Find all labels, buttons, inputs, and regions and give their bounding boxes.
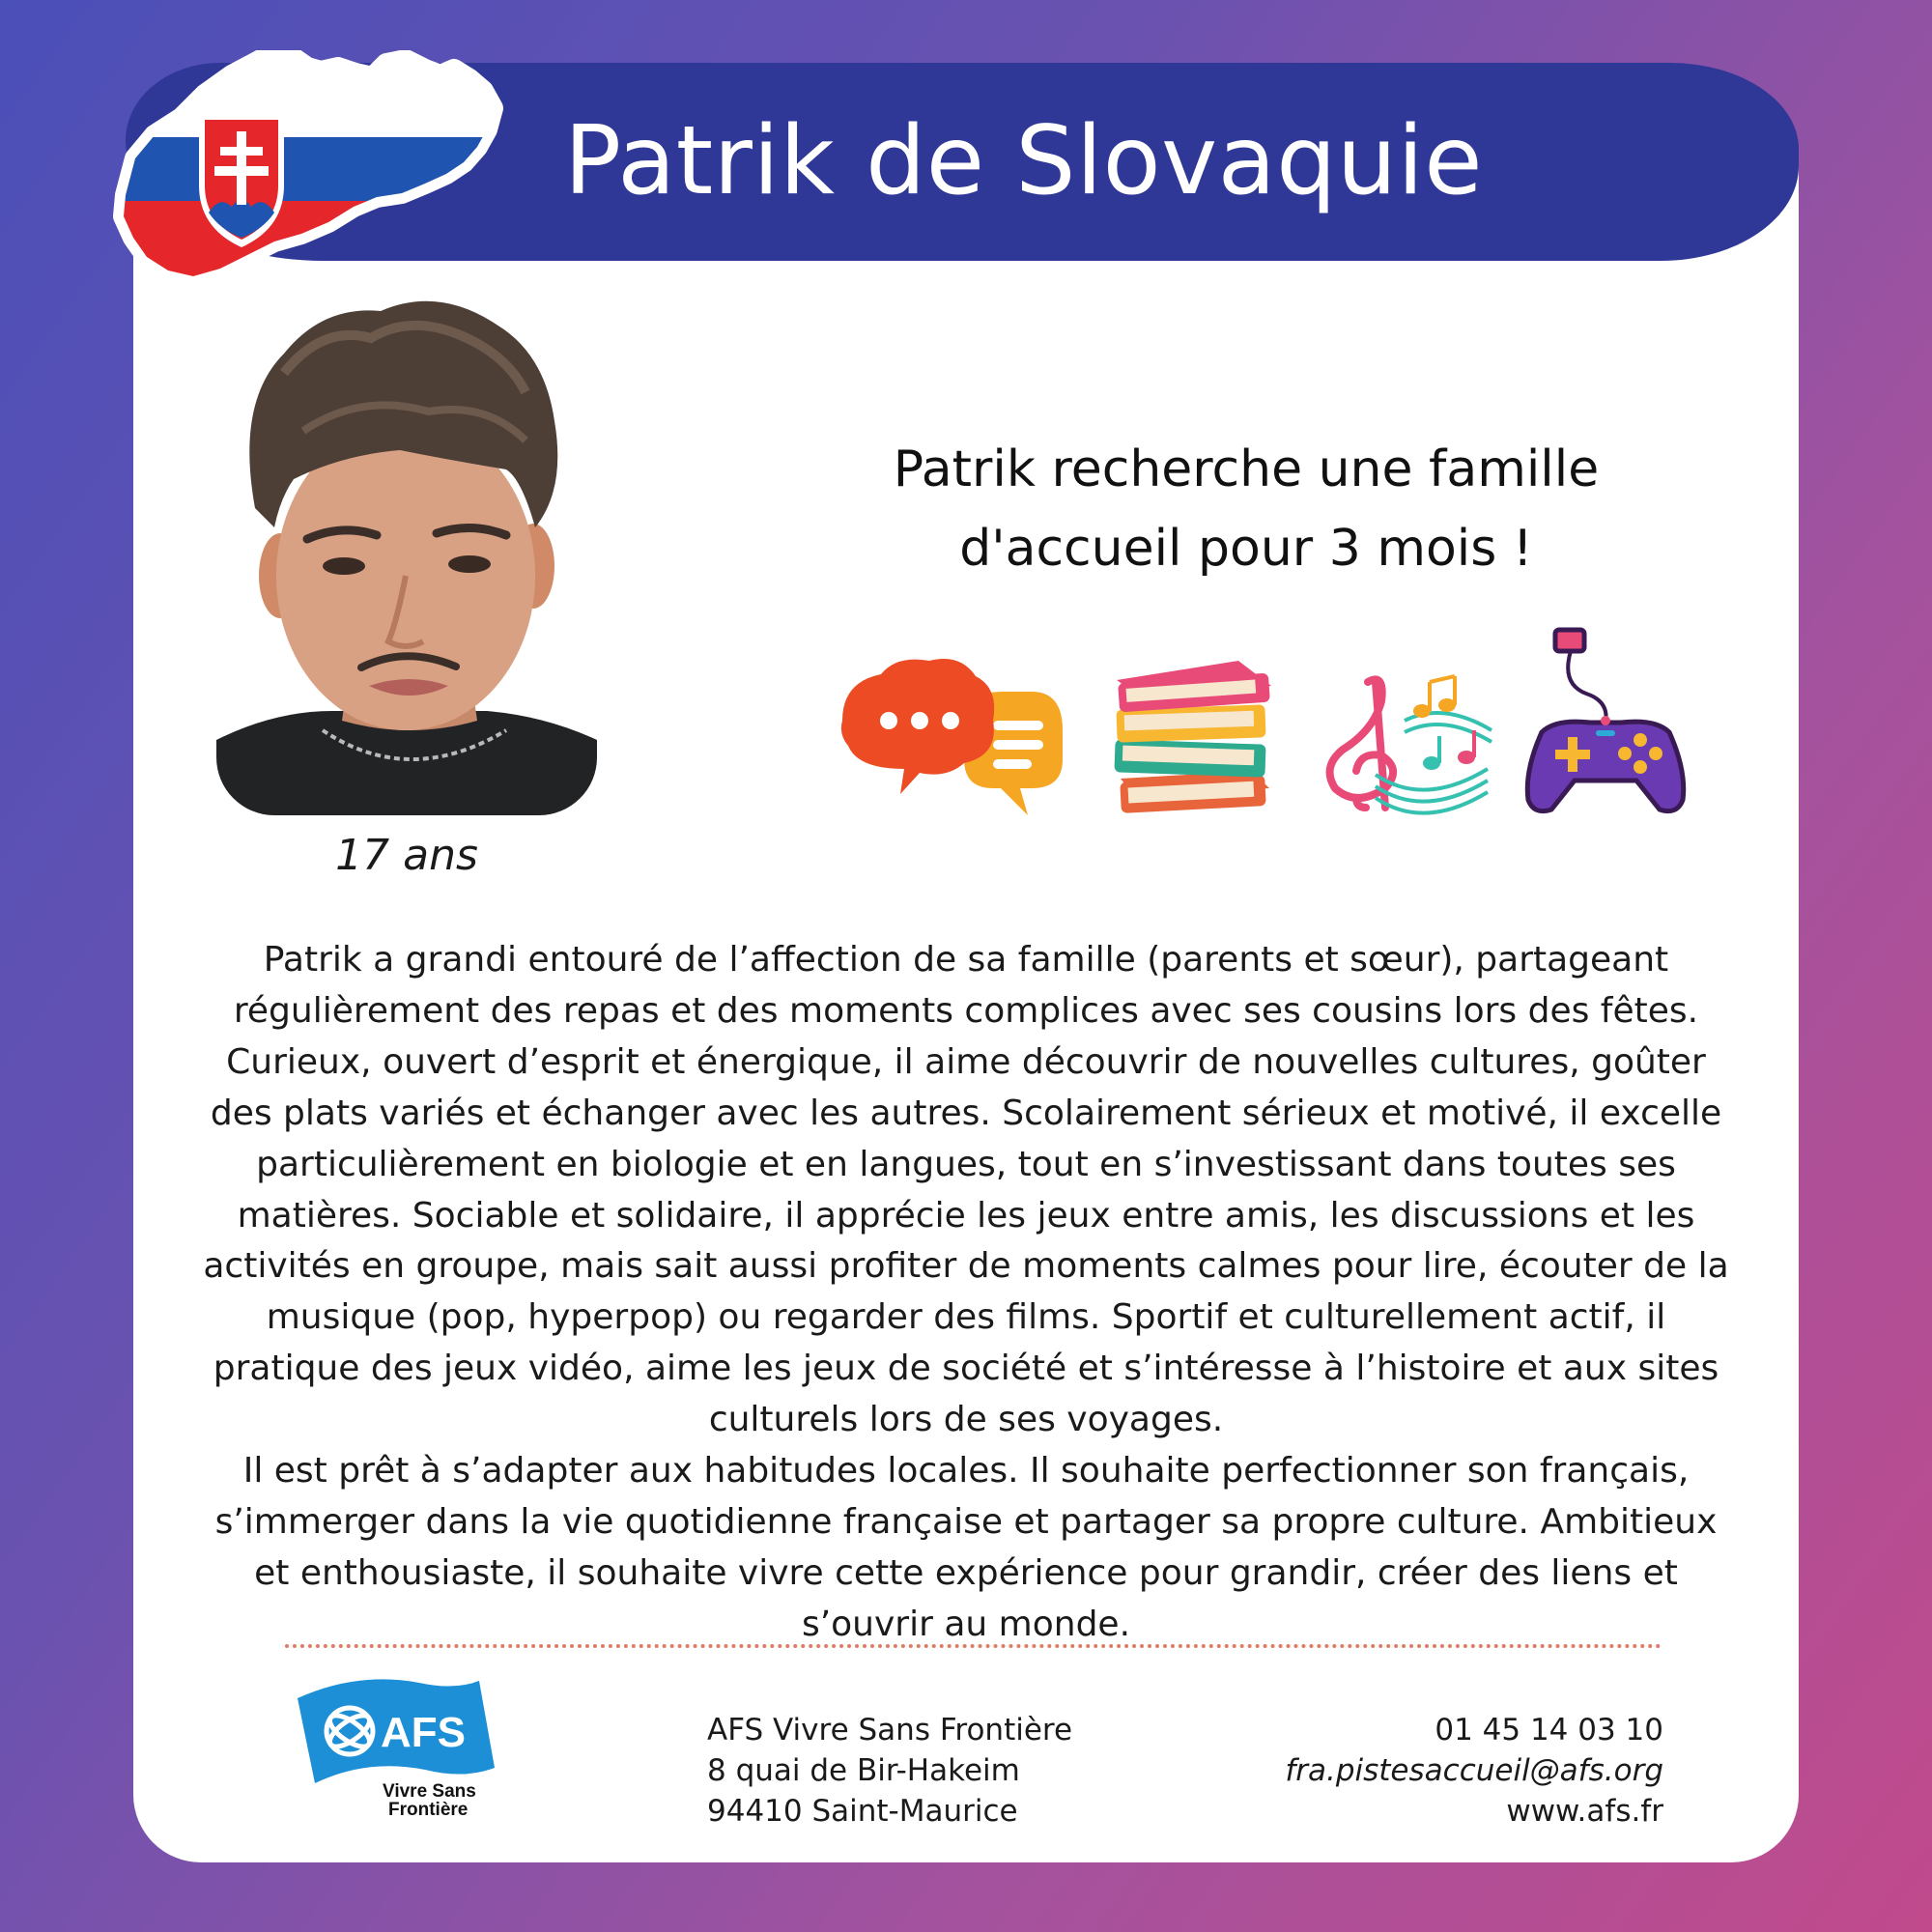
website-link[interactable]: www.afs.fr bbox=[1506, 1794, 1663, 1829]
description-paragraph-2: Il est prêt à s’adapter aux habitudes locales. Il souhaite perfectionner son français, s’immerger dans la vie quotidienne française et partager sa propre culture. Ambitieux et enthousiaste, il souhaite vivre cette expérience pour grandir, créer des liens et s’ouvrir au monde. bbox=[214, 1451, 1718, 1644]
music-notes-icon bbox=[1318, 663, 1493, 817]
afs-logo-subtitle-2: Frontière bbox=[388, 1800, 469, 1818]
profile-photo bbox=[216, 286, 597, 815]
chat-bubbles-icon bbox=[838, 653, 1066, 817]
phone-number: 01 45 14 03 10 bbox=[1435, 1713, 1663, 1747]
address-line-1: AFS Vivre Sans Frontière bbox=[707, 1713, 1073, 1747]
footer-address bbox=[707, 1710, 1072, 1832]
afs-logo bbox=[290, 1663, 502, 1818]
address-line-2: 8 quai de Bir-Hakeim bbox=[707, 1753, 1020, 1788]
age-label: 17 ans bbox=[335, 831, 478, 880]
footer-divider bbox=[285, 1644, 1662, 1648]
address-line-3: 94410 Saint-Maurice bbox=[707, 1794, 1018, 1829]
description bbox=[193, 935, 1739, 1651]
gamepad-icon bbox=[1522, 626, 1689, 819]
tagline bbox=[802, 430, 1690, 588]
afs-logo-subtitle-1: Vivre Sans bbox=[383, 1781, 476, 1802]
email-address[interactable]: fra.pistesaccueil@afs.org bbox=[1285, 1753, 1663, 1788]
books-icon bbox=[1107, 657, 1277, 817]
slovakia-flag-map-icon bbox=[97, 50, 531, 282]
description-paragraph-1: Patrik a grandi entouré de l’affection de sa famille (parents et sœur), partageant régulièrement des repas et des moments complices avec ses cousins lors des fêtes. Curieux, ouvert d’esprit et énergique, il aime découvrir de nouvelles cultures, goûter des plats variés et échanger avec les autres. Scolairement sérieux et motivé, il excelle particulièrement en biologie et en langues, tout en s’investissant dans toutes ses matières. Sociable et solidaire, il apprécie les jeux entre amis, les discussions et les activités en groupe, mais sait aussi profiter de moments calmes pour lire, écouter de la musique (pop, hyperpop) ou regarder des films. Sportif et culturellement actif, il pratique des jeux vidéo, aime les jeux de société et s’intéresse à l’histoire et aux sites culturels lors de ses voyages. bbox=[203, 940, 1729, 1440]
page-title: Patrik de Slovaquie bbox=[564, 106, 1484, 216]
footer-contact bbox=[1285, 1710, 1663, 1832]
afs-logo-text: AFS bbox=[381, 1709, 466, 1756]
tagline-line-2: d'accueil pour 3 mois ! bbox=[959, 520, 1533, 578]
tagline-line-1: Patrik recherche une famille bbox=[893, 440, 1600, 498]
portrait-image bbox=[216, 286, 597, 815]
